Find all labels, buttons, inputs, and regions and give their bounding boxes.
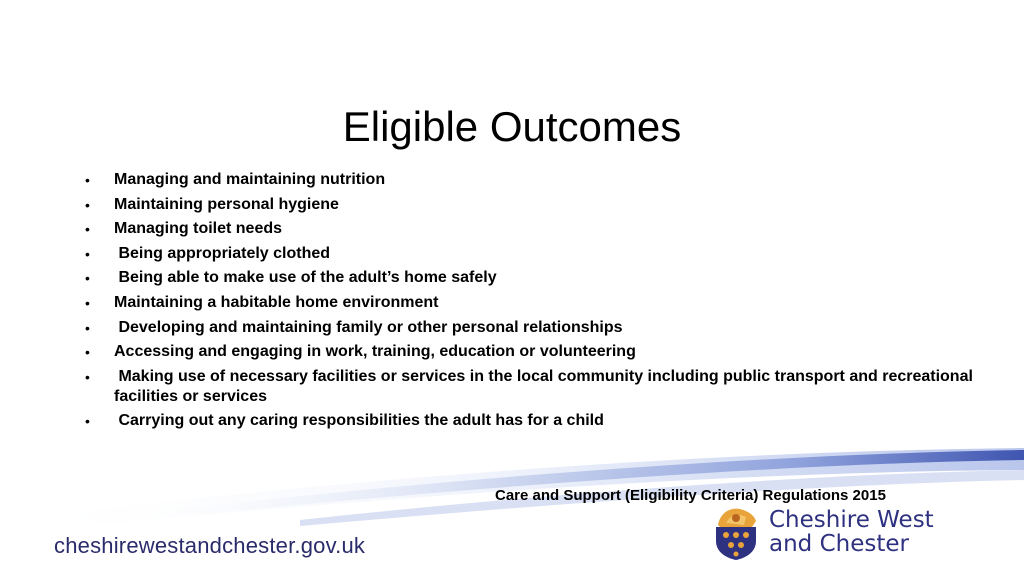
list-item xyxy=(80,170,980,190)
list-item xyxy=(80,411,980,431)
list-item xyxy=(80,293,980,313)
bullet-icon: • xyxy=(85,172,90,188)
list-item xyxy=(80,244,980,264)
bullet-icon: • xyxy=(85,344,90,361)
outcome-text: Developing and maintaining family or other personal relationships xyxy=(114,318,623,336)
outcome-text: Carrying out any caring responsibilities the adult has for a child xyxy=(114,412,604,430)
list-item xyxy=(80,268,980,288)
bullet-icon: • xyxy=(85,270,90,287)
slide-title: Eligible Outcomes xyxy=(342,103,682,151)
outcome-text: Making use of necessary facilities or services in the local community including public transport and recreational facilities or services xyxy=(114,367,978,405)
outcome-text: Managing toilet needs xyxy=(114,220,283,238)
council-logo xyxy=(712,505,962,561)
list-item xyxy=(80,219,980,239)
outcome-text: Managing and maintaining nutrition xyxy=(114,171,386,188)
outcome-text: Maintaining personal hygiene xyxy=(114,195,339,213)
bullet-icon: • xyxy=(85,245,90,262)
bullet-icon: • xyxy=(85,368,90,385)
outcome-text: Being appropriately clothed xyxy=(114,244,331,262)
logo-wordmark xyxy=(769,508,934,556)
list-item xyxy=(80,342,980,362)
logo-line-2: and Chester xyxy=(769,531,909,557)
bullet-icon: • xyxy=(85,294,90,311)
bullet-icon: • xyxy=(85,413,90,430)
outcome-text: Maintaining a habitable home environment xyxy=(114,293,439,311)
outcome-text: Accessing and engaging in work, training, education or volunteering xyxy=(114,343,636,361)
logo-line-1: Cheshire West xyxy=(769,507,934,533)
council-crest-icon xyxy=(712,505,760,561)
citation: Care and Support (Eligibility Criteria) Regulations 2015 xyxy=(495,487,886,504)
website-link[interactable]: cheshirewestandchester.gov.uk xyxy=(54,533,366,558)
list-item xyxy=(80,318,980,338)
bullet-icon: • xyxy=(85,196,90,213)
bullet-icon: • xyxy=(85,319,90,336)
list-item xyxy=(80,195,980,215)
outcomes-list xyxy=(80,170,980,436)
bullet-icon: • xyxy=(85,221,90,238)
list-item xyxy=(80,367,980,407)
outcome-text: Being able to make use of the adult’s home safely xyxy=(114,269,497,287)
